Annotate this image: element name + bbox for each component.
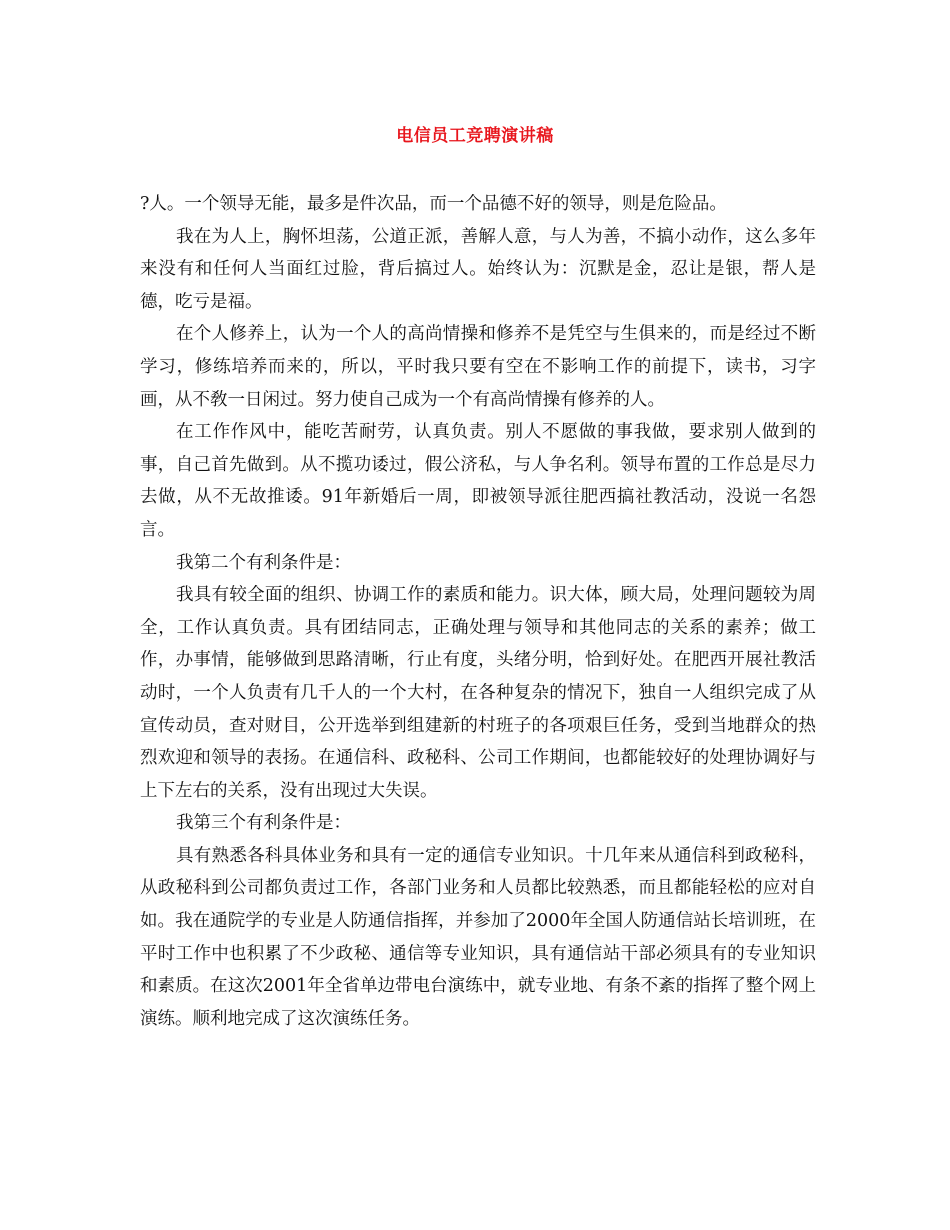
- paragraph-8: 具有熟悉各科具体业务和具有一定的通信专业知识。十几年来从通信科到政秘科，从政秘科到公司都负责过工作，各部门业务和人员都比较熟悉，而且都能轻松的应对自如。我在通院学的专业是人防通信指挥，并参加了2000年全国人防通信站长培训班，在平时工作中也积累了不少政秘、通信等专业知识，具有通信站干部必须具有的专业知识和素质。在这次2001年全省单边带电台演练中，就专业地、有条不紊的指挥了整个网上演练。顺利地完成了这次演练任务。: [140, 845, 816, 1029]
- paragraph-2: 我在为人上，胸怀坦荡，公道正派，善解人意，与人为善，不搞小动作，这么多年来没有和任何人当面红过脸，背后搞过人。始终认为：沉默是金，忍让是银，帮人是德，吃亏是福。: [140, 226, 816, 312]
- document-body: [140, 188, 816, 1035]
- paragraph-7: 我第三个有利条件是：: [176, 813, 351, 834]
- paragraph-3: 在个人修养上，认为一个人的高尚情操和修养不是凭空与生俱来的，而是经过不断学习，修练培养而来的，所以，平时我只要有空在不影响工作的前提下，读书，习字画，从不敎一日闲过。努力使自己成为一个有高尚情操有修养的人。: [140, 324, 816, 410]
- paragraph-1: ?人。一个领导无能，最多是件次品，而一个品德不好的领导，则是危险品。: [140, 194, 727, 214]
- paragraph-6: 我具有较全面的组织、协调工作的素质和能力。识大体，顾大局，处理问题较为周全，工作认真负责。具有团结同志，正确处理与领导和其他同志的关系的素养；做工作，办事情，能够做到思路清晰，行止有度，头绪分明，恰到好处。在肥西开展社教活动时，一个人负责有几千人的一个大村，在各种复杂的情况下，独自一人组织完成了从宣传动员，查对财目，公开选举到组建新的村班子的各项艰巨任务，受到当地群众的热烈欢迎和领导的表扬。在通信科、政秘科、公司工作期间，也都能较好的处理协调好与上下左右的关系，没有出现过大失误。: [140, 585, 816, 801]
- paragraph-5: 我第二个有利条件是：: [176, 552, 351, 573]
- document-title: 电信员工竞聘演讲稿: [396, 126, 554, 146]
- paragraph-4: 在工作作风中，能吃苦耐劳，认真负责。别人不愿做的事我做，要求别人做到的事，自己首先做到。从不揽功诿过，假公济私，与人争名利。领导布置的工作总是尽力去做，从不无故推诿。91年新婚后一周，即被领导派往肥西搞社教活动，没说一名怨言。: [140, 422, 816, 540]
